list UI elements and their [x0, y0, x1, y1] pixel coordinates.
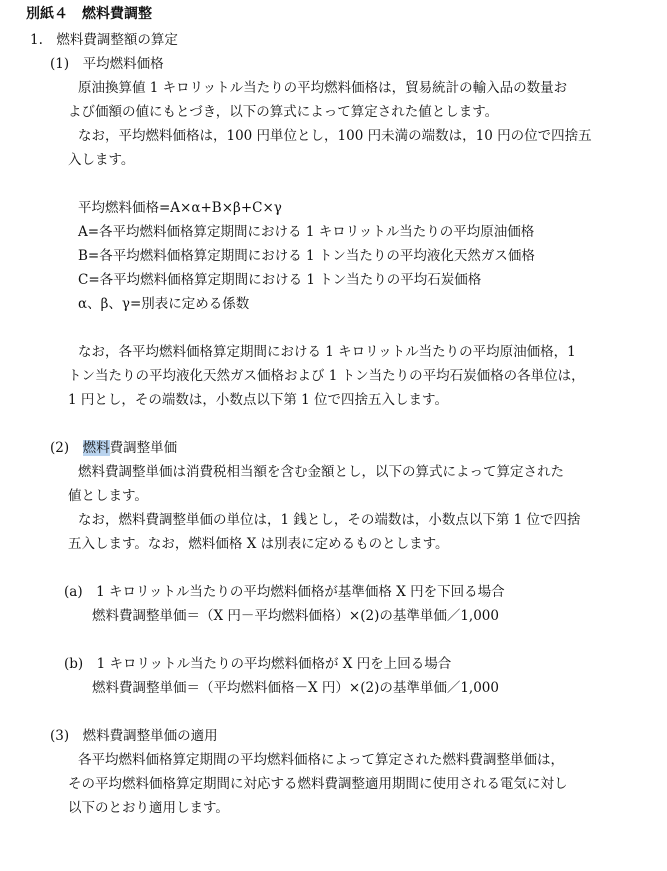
subsection-2-number: (2)	[50, 440, 70, 456]
subsection-3-heading: (3) 燃料費調整単価の適用	[50, 728, 218, 744]
section-1-heading: 1. 燃料費調整額の算定	[30, 32, 178, 48]
case-b-formula: 燃料費調整単価＝（平均燃料価格－X 円）×(2)の基準単価／1,000	[92, 680, 499, 696]
paragraph-line: 燃料費調整単価は消費税相当額を含む金額とし，以下の算式によって算定された	[78, 464, 564, 480]
paragraph-line: 値とします。	[68, 488, 148, 504]
paragraph-line: よび価額の値にもとづき，以下の算式によって算定された値とします。	[68, 104, 499, 120]
paragraph-line: トン当たりの平均液化天然ガス価格および 1 トン当たりの平均石炭価格の各単位は，	[68, 368, 585, 384]
paragraph-line: 入します。	[68, 152, 135, 168]
paragraph-line: 以下のとおり適用します。	[68, 800, 229, 816]
paragraph-line: なお，平均燃料価格は，100 円単位とし，100 円未満の端数は，10 円の位で四捨五	[78, 128, 592, 144]
paragraph-line: なお，燃料費調整単価の単位は，1 銭とし，その端数は，小数点以下第 1 位で四捨	[78, 512, 581, 528]
paragraph-line: 各平均燃料価格算定期間の平均燃料価格によって算定された燃料費調整単価は，	[78, 752, 564, 768]
definition-line: α、β、γ=別表に定める係数	[78, 296, 250, 312]
paragraph-line: 1 円とし，その端数は，小数点以下第 1 位で四捨五入します。	[68, 392, 448, 408]
document-title: 別紙４ 燃料費調整	[26, 6, 152, 22]
paragraph-line: 原油換算値 1 キロリットル当たりの平均燃料価格は，貿易統計の輸入品の数量お	[78, 80, 568, 96]
paragraph-line: 五入します。なお，燃料価格 X は別表に定めるものとします。	[68, 536, 449, 552]
subsection-1-heading: (1) 平均燃料価格	[50, 56, 164, 72]
definition-line: C=各平均燃料価格算定期間における 1 トン当たりの平均石炭価格	[78, 272, 482, 288]
definition-line: B=各平均燃料価格算定期間における 1 トン当たりの平均液化天然ガス価格	[78, 248, 535, 264]
paragraph-line: なお，各平均燃料価格算定期間における 1 キロリットル当たりの平均原油価格，1	[78, 344, 576, 360]
case-b-label: (b) 1 キロリットル当たりの平均燃料価格が X 円を上回る場合	[64, 656, 452, 672]
case-a-label: (a) 1 キロリットル当たりの平均燃料価格が基準価格 X 円を下回る場合	[64, 584, 505, 600]
subsection-2-title-rest: 費調整単価	[109, 440, 178, 456]
paragraph-line: その平均燃料価格算定期間に対応する燃料費調整適用期間に使用される電気に対し	[68, 776, 568, 792]
subsection-2-heading	[50, 436, 177, 460]
selected-text-highlight[interactable]: 燃料	[82, 440, 110, 456]
formula-average-fuel-price: 平均燃料価格=A×α+B×β+C×γ	[78, 200, 282, 216]
case-a-formula: 燃料費調整単価＝（X 円－平均燃料価格）×(2)の基準単価／1,000	[92, 608, 499, 624]
definition-line: A=各平均燃料価格算定期間における 1 キロリットル当たりの平均原油価格	[78, 224, 535, 240]
